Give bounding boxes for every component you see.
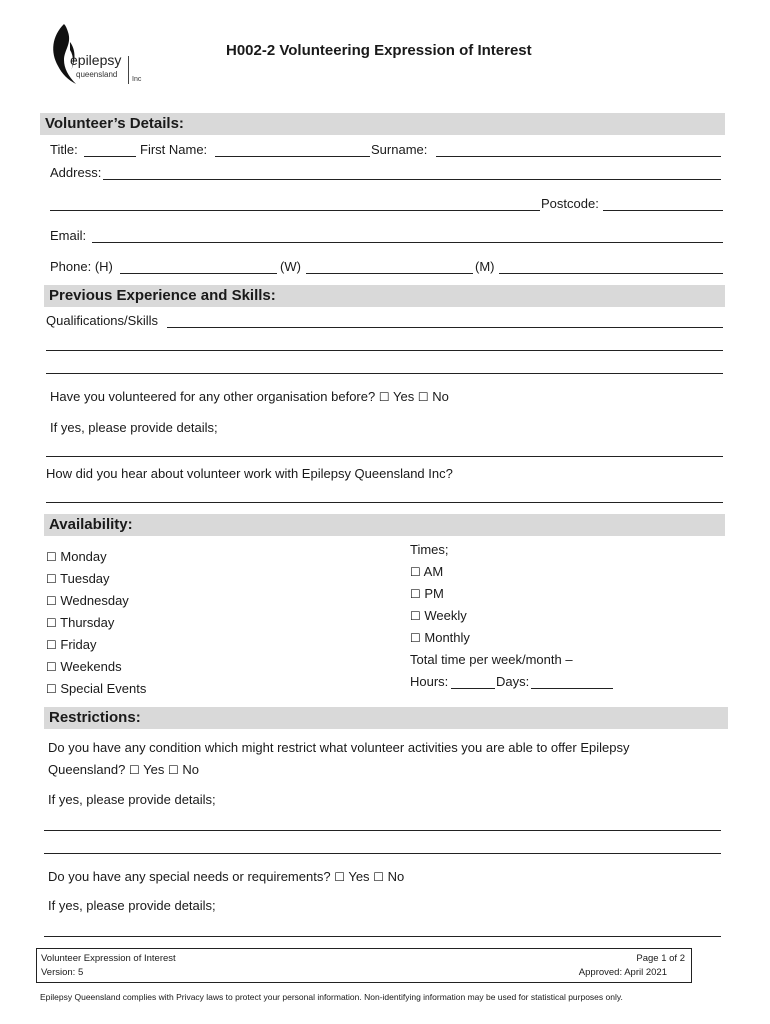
weekly-checkbox[interactable]: ☐	[410, 609, 421, 623]
footer-page: Page 1 of 2	[636, 953, 685, 964]
friday-checkbox[interactable]: ☐	[46, 638, 57, 652]
email-field[interactable]	[92, 242, 723, 243]
day-monday[interactable]: ☐ Monday	[46, 549, 107, 564]
first-name-label: First Name:	[140, 142, 208, 157]
condition-details-field-1[interactable]	[44, 830, 721, 831]
volunteered-no-checkbox[interactable]: ☐	[417, 390, 429, 404]
volunteered-yes-checkbox[interactable]: ☐	[378, 390, 390, 404]
weekends-checkbox[interactable]: ☐	[46, 660, 57, 674]
condition-no-checkbox[interactable]: ☐	[167, 763, 179, 777]
wednesday-checkbox[interactable]: ☐	[46, 594, 57, 608]
condition-details-label: If yes, please provide details;	[48, 792, 216, 807]
special-needs-no-label: No	[387, 869, 405, 884]
times-label: Times;	[410, 542, 449, 557]
qualifications-field-1[interactable]	[167, 327, 723, 328]
phone-mobile-field[interactable]	[499, 273, 723, 274]
phone-work-field[interactable]	[306, 273, 473, 274]
surname-label: Surname:	[371, 142, 428, 157]
address-field-2[interactable]	[50, 210, 540, 211]
logo	[46, 22, 146, 86]
volunteered-before-question: Have you volunteered for any other organisation before? ☐ Yes ☐ No	[50, 389, 449, 404]
phone-work-label: (W)	[280, 259, 301, 274]
pm-checkbox[interactable]: ☐	[410, 587, 421, 601]
monthly-checkbox[interactable]: ☐	[410, 631, 421, 645]
day-special-events[interactable]: ☐ Special Events	[46, 681, 147, 696]
footer-approved: Approved: April 2021	[578, 967, 667, 978]
address-label: Address:	[50, 165, 102, 180]
total-time-label: Total time per week/month –	[410, 652, 573, 667]
special-needs-no-checkbox[interactable]: ☐	[373, 870, 384, 884]
volunteered-details-field[interactable]	[46, 456, 723, 457]
first-name-field[interactable]	[215, 156, 370, 157]
logo-inc: Inc	[132, 76, 142, 83]
day-friday[interactable]: ☐ Friday	[46, 637, 97, 652]
address-field-1[interactable]	[103, 179, 721, 180]
condition-details-field-2[interactable]	[44, 853, 721, 854]
condition-yes-checkbox[interactable]: ☐	[128, 763, 140, 777]
special-needs-yes-checkbox[interactable]: ☐	[334, 870, 345, 884]
logo-divider	[128, 56, 129, 84]
special-needs-details-label: If yes, please provide details;	[48, 898, 216, 913]
time-am[interactable]: ☐ AM	[410, 564, 444, 579]
tuesday-checkbox[interactable]: ☐	[46, 572, 57, 586]
title-label: Title:	[50, 142, 78, 157]
special-needs-yes-label: Yes	[348, 869, 370, 884]
volunteered-details-label: If yes, please provide details;	[50, 420, 218, 435]
page-title: H002-2 Volunteering Expression of Interest	[226, 42, 532, 59]
postcode-field[interactable]	[603, 210, 723, 211]
am-checkbox[interactable]: ☐	[410, 565, 421, 579]
footer-doc-name: Volunteer Expression of Interest	[41, 953, 176, 964]
qualifications-label: Qualifications/Skills	[46, 313, 158, 328]
day-weekends[interactable]: ☐ Weekends	[46, 659, 122, 674]
title-field[interactable]	[84, 156, 136, 157]
time-monthly[interactable]: ☐ Monthly	[410, 630, 470, 645]
phone-home-label: Phone: (H)	[50, 259, 113, 274]
hear-about-question: How did you hear about volunteer work with Epilepsy Queensland Inc?	[46, 466, 453, 481]
condition-question-line2: Queensland? ☐ Yes ☐ No	[48, 762, 199, 777]
privacy-notice: Epilepsy Queensland complies with Privacy laws to protect your personal information. Non-identifying information may be used for statistical purposes only.	[40, 992, 623, 1002]
email-label: Email:	[50, 228, 87, 243]
qualifications-field-2[interactable]	[46, 350, 723, 351]
special-needs-details-field[interactable]	[44, 936, 721, 937]
day-wednesday[interactable]: ☐ Wednesday	[46, 593, 129, 608]
section-header-restrictions: Restrictions:	[44, 707, 728, 729]
section-header-availability: Availability:	[44, 514, 725, 536]
special-events-checkbox[interactable]: ☐	[46, 682, 57, 696]
section-header-volunteer-details: Volunteer’s Details:	[40, 113, 725, 135]
qualifications-field-3[interactable]	[46, 373, 723, 374]
special-needs-question: Do you have any special needs or requirements? ☐ Yes ☐ No	[48, 869, 405, 884]
condition-yes-label: Yes	[143, 762, 165, 777]
condition-no-label: No	[182, 762, 199, 777]
phone-mobile-label: (M)	[475, 259, 495, 274]
section-header-experience: Previous Experience and Skills:	[44, 285, 725, 307]
volunteered-yes-label: Yes	[393, 389, 415, 404]
postcode-label: Postcode:	[541, 196, 599, 211]
day-tuesday[interactable]: ☐ Tuesday	[46, 571, 110, 586]
days-field[interactable]	[531, 688, 613, 689]
volunteered-no-label: No	[432, 389, 449, 404]
thursday-checkbox[interactable]: ☐	[46, 616, 57, 630]
footer-box	[36, 948, 692, 983]
footer-version: Version: 5	[41, 967, 84, 978]
logo-subtext: queensland	[76, 70, 118, 79]
monday-checkbox[interactable]: ☐	[46, 550, 57, 564]
logo-text: epilepsy	[70, 52, 122, 68]
day-thursday[interactable]: ☐ Thursday	[46, 615, 115, 630]
hours-label: Hours:	[410, 674, 449, 689]
condition-question-line1: Do you have any condition which might restrict what volunteer activities you are able to offer Epilepsy	[48, 740, 630, 755]
phone-home-field[interactable]	[120, 273, 277, 274]
hear-about-field[interactable]	[46, 502, 723, 503]
hours-field[interactable]	[451, 688, 495, 689]
surname-field[interactable]	[436, 156, 721, 157]
days-label: Days:	[496, 674, 530, 689]
time-pm[interactable]: ☐ PM	[410, 586, 444, 601]
time-weekly[interactable]: ☐ Weekly	[410, 608, 467, 623]
